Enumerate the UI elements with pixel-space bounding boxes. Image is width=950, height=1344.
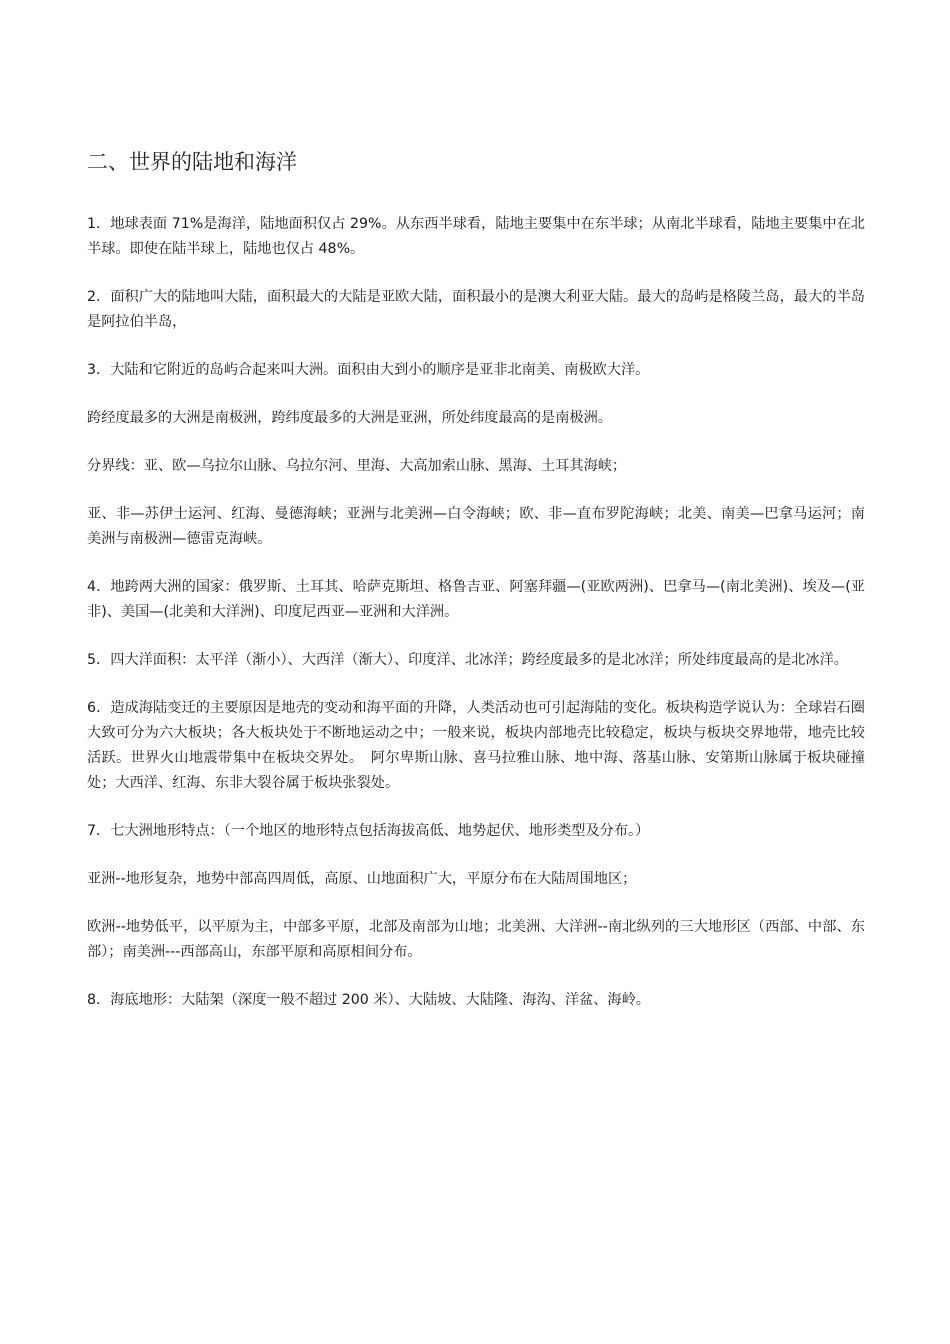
document-title: 二、世界的陆地和海洋 bbox=[87, 150, 297, 174]
paragraph-boundary-asia-europe: 分界线：亚、欧—乌拉尔山脉、乌拉尔河、里海、大高加索山脉、黑海、土耳其海峡； bbox=[87, 458, 627, 474]
paragraph-asia-terrain: 亚洲--地形复杂，地势中部高四周低，高原、山地面积广大，平原分布在大陆周围地区； bbox=[87, 871, 637, 887]
paragraph-europe-americas-terrain: 欧洲--地势低平，以平原为主，中部多平原，北部及南部为山地；北美洲、大洋洲--南北纵列的三大地形区（西部、中部、东部）；南美洲---西部高山，东部平原和高原相间分布。 bbox=[87, 919, 865, 960]
paragraph-four-oceans: 5．四大洋面积：太平洋（渐小）、大西洋（渐大）、印度洋、北冰洋；跨经度最多的是北冰洋；所处纬度最高的是北冰洋。 bbox=[87, 652, 848, 668]
paragraph-continent-order: 3．大陆和它附近的岛屿合起来叫大洲。面积由大到小的顺序是亚非北南美、南极欧大洋。 bbox=[87, 362, 650, 378]
paragraph-boundary-others: 亚、非—苏伊士运河、红海、曼德海峡；亚洲与北美洲—白令海峡；欧、非—直布罗陀海峡；北美、南美—巴拿马运河；南美洲与南极洲—德雷克海峡。 bbox=[87, 506, 865, 547]
paragraph-continents-islands: 2．面积广大的陆地叫大陆，面积最大的大陆是亚欧大陆，面积最小的是澳大利亚大陆。最大的岛屿是格陵兰岛，最大的半岛是阿拉伯半岛， bbox=[87, 289, 865, 330]
paragraph-land-ocean-ratio: 1．地球表面 71%是海洋，陆地面积仅占 29%。从东西半球看，陆地主要集中在东半球；从南北半球看，陆地主要集中在北半球。即使在陆半球上，陆地也仅占 48%。 bbox=[87, 216, 865, 257]
paragraph-terrain-features: 7．七大洲地形特点：（一个地区的地形特点包括海拔高低、地势起伏、地形类型及分布。） bbox=[87, 823, 650, 839]
paragraph-longitude-latitude: 跨经度最多的大洲是南极洲，跨纬度最多的大洲是亚洲，所处纬度最高的是南极洲。 bbox=[87, 410, 612, 426]
paragraph-plate-tectonics: 6．造成海陆变迁的主要原因是地壳的变动和海平面的升降，人类活动也可引起海陆的变化。板块构造学说认为：全球岩石圈大致可分为六大板块；各大板块处于不断地运动之中；一般来说，板块内部地壳比较稳定，板块与板块交界地带，地壳比较活跃。世界火山地震带集中在板块交界处。 阿尔卑斯山脉、喜马拉雅山脉、地中海、落基山脉、安第斯山脉属于板块碰撞处；大西洋、红海、东非大裂谷属于板块张裂处。 bbox=[87, 700, 865, 791]
paragraph-seafloor-terrain: 8．海底地形：大陆架（深度一般不超过 200 米）、大陆坡、大陆隆、海沟、洋盆、海岭。 bbox=[87, 992, 650, 1008]
paragraph-transcontinental-countries: 4．地跨两大洲的国家：俄罗斯、土耳其、哈萨克斯坦、格鲁吉亚、阿塞拜疆—(亚欧两洲)、巴拿马—(南北美洲)、埃及—(亚非)、美国—(北美和大洋洲)、印度尼西亚—亚洲和大洋洲。 bbox=[87, 579, 865, 620]
document-page bbox=[87, 148, 865, 1036]
